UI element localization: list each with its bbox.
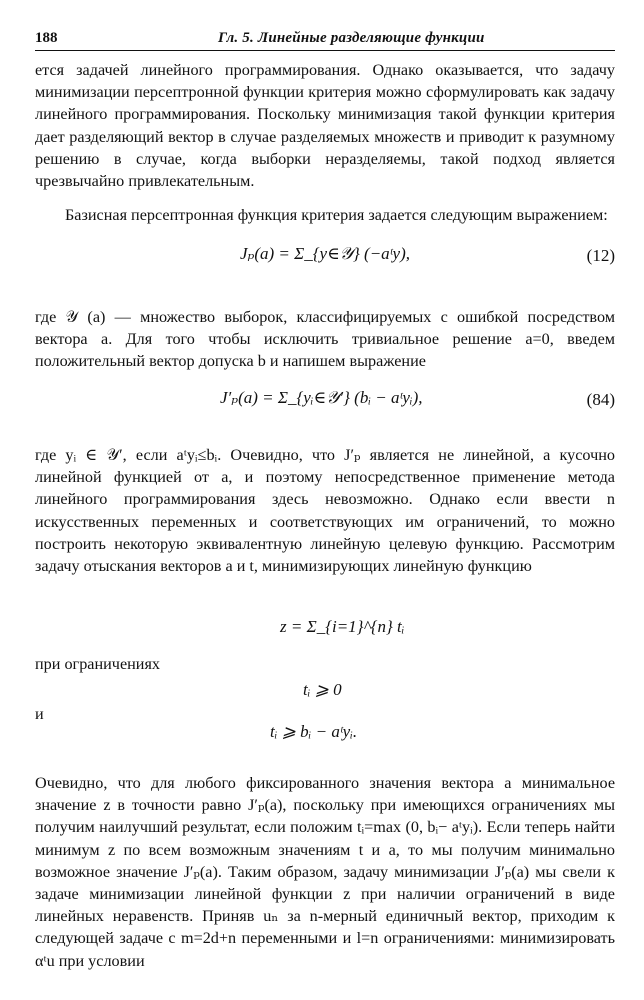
- equation-84-number: (84): [586, 390, 615, 409]
- equation-84-formula: J′ₚ(a) = Σ_{yᵢ∈𝒴′} (bᵢ − aᵗyᵢ),: [220, 388, 423, 407]
- equation-12-number: (12): [586, 246, 615, 265]
- running-title: Гл. 5. Линейные разделяющие функции: [218, 30, 485, 46]
- equation-t-nonneg-formula: tᵢ ⩾ 0: [303, 680, 342, 699]
- paragraph-4: где yᵢ ∈ 𝒴′, если aᵗyᵢ≤bᵢ. Очевидно, что J′ₚ является не линейной, а кусочно линейной функцией от a, и поэтому непосредственное применение метода линейного программирования здесь невозможно. Однако если ввести n искусственных переменных и соответствующих им ограничений, то можно построить некоторую эквивалентную линейную целевую функцию. Рассмотрим задачу отыскания векторов a и t, минимизирующих линейную функцию: [35, 446, 615, 576]
- paragraph-5: при ограничениях: [35, 655, 160, 673]
- equation-12: [35, 244, 615, 274]
- equation-z-formula: z = Σ_{i=1}^{n} tᵢ: [280, 617, 405, 636]
- equation-84: [35, 388, 615, 418]
- equation-t-nonneg: [35, 680, 615, 710]
- paragraph-7: Очевидно, что для любого фиксированного значения вектора a минимальное значение z в точности равно J′ₚ(a), поскольку при имеющихся ограничениях мы получим наилучший результат, если положим tᵢ=max (0, bᵢ− aᵗyᵢ). Если теперь найти минимум z по всем возможным значениям t и a, то мы получим минимально возможное значение J′ₚ(a). Таким образом, задачу минимизации J′ₚ(a) мы свели к задаче минимизации линейной функции z при наличии ограничений в виде линейных неравенств. Приняв uₙ за n-мерный единичный вектор, приходим к следующей задаче с m=2d+n переменными и l=n ограничениями: минимизировать αᵗu при условии: [35, 774, 615, 970]
- equation-t-bound: [35, 722, 615, 752]
- paragraph-6: и: [35, 705, 44, 723]
- paragraph-2: Базисная персептронная функция критерия задается следующим выражением:: [65, 206, 608, 224]
- page-header: [35, 28, 615, 51]
- equation-t-bound-formula: tᵢ ⩾ bᵢ − aᵗyᵢ.: [270, 722, 358, 741]
- paragraph-3: где 𝒴 (a) — множество выборок, классифицируемых с ошибкой посредством вектора a. Для того чтобы исключить тривиальное решение a=0, введем положительный вектор допуска b и напишем выражение: [35, 308, 615, 371]
- equation-12-formula: Jₚ(a) = Σ_{y∈𝒴} (−aᵗy),: [240, 244, 410, 263]
- paragraph-1: ется задачей линейного программирования. Однако оказывается, что задачу минимизации персептронной функции критерия можно сформулировать как задачу линейного программирования. Поскольку минимизация такой функции критерия дает разделяющий вектор в случае разделяемых множеств и приводит к разумному решению в случае, когда выборки неразделяемы, такой подход является чрезвычайно привлекательным.: [35, 61, 615, 191]
- equation-z: [35, 617, 615, 647]
- page-number: 188: [35, 30, 58, 46]
